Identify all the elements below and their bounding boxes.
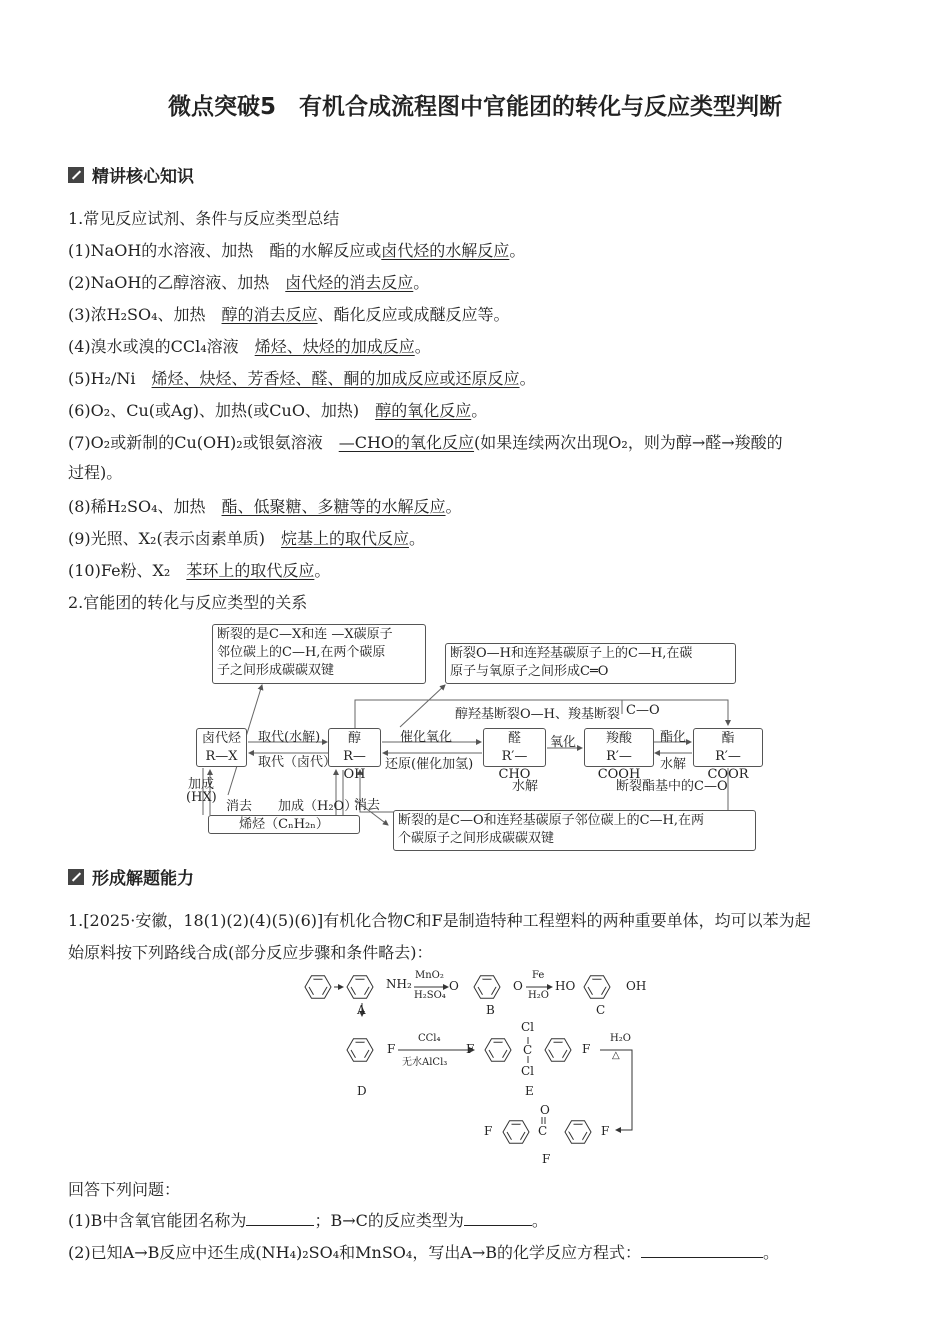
label: 氧化 [550, 735, 577, 750]
ring-double-bonds [478, 979, 496, 995]
scheme-label: NH₂ [386, 977, 412, 991]
compound-label: F [542, 1152, 551, 1166]
note-line: 断裂O—H和连羟基碳原子上的C—H,在碳 [450, 646, 693, 661]
scheme-label: O [449, 979, 459, 993]
scheme-label: O [540, 1103, 550, 1117]
node-name: 醛 [507, 731, 521, 746]
note-line: 个碳原子之间形成碳碳双键 [398, 831, 555, 846]
reagent-label: CCl₄ [418, 1033, 441, 1044]
ring-double-bonds [351, 1042, 369, 1058]
compound-label: B [486, 1003, 495, 1017]
label: 取代（卤代） [258, 755, 337, 770]
scheme-label: HO [555, 979, 576, 993]
line-text: (9)光照、X₂(表示卤素单质) [68, 529, 265, 548]
node-name: 卤代烃 [201, 731, 241, 746]
scheme-label: C [538, 1124, 548, 1138]
line-text: (3)浓H₂SO₄、加热 [68, 305, 206, 324]
line-text: (1)NaOH的水溶液、加热 [68, 241, 254, 260]
ring-double-bonds [569, 1124, 587, 1140]
line-text: 。 [471, 401, 488, 420]
line-text: 。 [509, 241, 526, 260]
reagent-label: 无水AlCl₃ [402, 1057, 448, 1068]
scheme-label: F [387, 1042, 396, 1056]
answer-blank[interactable] [246, 1211, 314, 1226]
line-text: (4)溴水或溴的CCl₄溶液 [68, 337, 239, 356]
answer-text: 烷基上的取代反应 [280, 529, 409, 548]
label: 酯化 [660, 730, 687, 745]
reagent-label: Fe [532, 970, 545, 981]
node-name: 酯 [721, 731, 735, 746]
node-name: 烯烃（CₙH₂ₙ） [239, 817, 329, 832]
reagent-label: H₂O [528, 990, 549, 1001]
label: 催化氧化 [400, 730, 453, 745]
line-text: (10)Fe粉、X₂ [68, 561, 171, 580]
scheme-label: F [601, 1124, 610, 1138]
label: 断裂酯基中的C—O [616, 779, 728, 794]
scheme-label: Cl [521, 1020, 535, 1034]
answer-text: 卤代烃的消去反应 [285, 273, 414, 292]
compound-label: D [357, 1084, 367, 1098]
label: C—O [626, 703, 660, 718]
label: 加成 [188, 777, 215, 792]
answer-text: 酯、低聚糖、多糖等的水解反应 [221, 497, 446, 516]
scheme-label: F [484, 1124, 493, 1138]
compound-label: A [357, 1003, 366, 1017]
scheme-label: C [523, 1043, 533, 1057]
line-text: 。 [408, 529, 425, 548]
line-text: 过程)。 [68, 463, 123, 482]
answer-text: 醇的消去反应 [221, 305, 318, 324]
line-text: 。 [414, 337, 431, 356]
reagent-label: △ [612, 1050, 620, 1061]
node-formula: R—X [205, 749, 238, 764]
line-text: 、酯化反应或成醚反应等。 [317, 305, 510, 324]
line-text: 。 [519, 369, 536, 388]
line-text: (2)NaOH的乙醇溶液、加热 [68, 273, 270, 292]
section-title: 精讲核心知识 [92, 167, 194, 187]
scheme-label: F [466, 1042, 475, 1056]
answer-text: 酯的水解反应或 [269, 241, 382, 260]
reagent-label: MnO₂ [415, 970, 444, 981]
answer-text: 卤代烃的水解反应 [381, 241, 510, 260]
question-text: 始原料按下列路线合成(部分反应步骤和条件略去)： [68, 943, 433, 962]
line-text: 2.官能团的转化与反应类型的关系 [68, 593, 308, 612]
compound-label: C [596, 1003, 606, 1017]
reagent-label: H₂O [610, 1033, 631, 1044]
note-line: 邻位碳上的C—H,在两个碳原 [217, 645, 386, 660]
question-text: (2)已知A→B反应中还生成(NH₄)₂SO₄和MnSO₄，写出A→B的化学反应方程式： [68, 1243, 642, 1262]
line-text: (如果连续两次出现O₂，则为醇→醛→羧酸的 [474, 433, 783, 452]
compound-label: E [525, 1084, 534, 1098]
answer-text: 醇的氧化反应 [375, 401, 472, 420]
question-text: 1.[2025·安徽，18(1)(2)(4)(5)(6)]有机化合物C和F是制造特种工程塑料的两种重要单体，均可以苯为起 [68, 911, 811, 930]
line-text: (6)O₂、Cu(或Ag)、加热(或CuO、加热) [68, 401, 360, 420]
page-title: 微点突破5 有机合成流程图中官能团的转化与反应类型判断 [167, 94, 782, 120]
label: 消去 [226, 799, 253, 814]
label: 醇羟基断裂O—H、羧基断裂 [455, 707, 620, 722]
answer-text: 烯烃、炔烃的加成反应 [254, 337, 415, 356]
note-line: 断裂的是C—O和连羟基碳原子邻位碳上的C—H,在两 [398, 813, 705, 828]
scheme-label: Cl [521, 1064, 535, 1078]
scheme-label: O [513, 979, 523, 993]
answer-text: 烯烃、炔烃、芳香烃、醛、酮的加成反应或还原反应 [151, 369, 520, 388]
question-text: ；B→C的反应类型为 [314, 1211, 464, 1230]
label: 消去 [354, 798, 381, 813]
line-text: (8)稀H₂SO₄、加热 [68, 497, 206, 516]
label: 水解 [660, 757, 687, 772]
label: 还原(催化加氢) [385, 757, 474, 772]
question-1 [68, 1208, 548, 1231]
section-title: 形成解题能力 [92, 869, 194, 889]
answer-blank[interactable] [464, 1211, 532, 1226]
question-text: 。 [531, 1211, 548, 1230]
scheme-label: OH [626, 979, 647, 993]
question-text: 。 [763, 1243, 780, 1262]
node-formula: R′—COOH [597, 749, 641, 782]
line-text: (7)O₂或新制的Cu(OH)₂或银氨溶液 [68, 433, 323, 452]
note-line: 子之间形成碳碳双键 [217, 663, 335, 678]
node-formula: R′—CHO [498, 749, 531, 782]
line-text: 1.常见反应试剂、条件与反应类型总结 [68, 209, 340, 228]
note-line: 断裂的是C—X和连 —X碳原子 [217, 627, 393, 642]
node-name: 醇 [347, 731, 361, 746]
question-text: (1)B中含氧官能团名称为 [68, 1211, 247, 1230]
ring-double-bonds [507, 1124, 525, 1140]
line-text: 。 [445, 497, 462, 516]
answer-blank[interactable] [641, 1243, 763, 1258]
label: 加成（H₂O） [278, 799, 358, 814]
ring-double-bonds [489, 1042, 507, 1058]
ring-double-bonds [549, 1042, 567, 1058]
line-text: 。 [314, 561, 331, 580]
question-text: 回答下列问题： [68, 1180, 181, 1199]
note-line: 原子与氧原子之间形成C═O [450, 664, 609, 679]
label: (HX) [186, 790, 217, 805]
ring-double-bonds [351, 979, 369, 995]
node-name: 羧酸 [605, 731, 632, 746]
line-text: (5)H₂/Ni [68, 369, 136, 388]
question-2 [68, 1240, 779, 1263]
label: 取代(水解) [258, 730, 321, 745]
answer-text: —CHO的氧化反应 [338, 433, 475, 452]
ring-double-bonds [309, 979, 327, 995]
answer-text: 苯环上的取代反应 [186, 561, 315, 580]
label: 水解 [512, 779, 539, 794]
line-text: 。 [413, 273, 430, 292]
node-formula: R′—COOR [707, 749, 749, 782]
ring-double-bonds [588, 979, 606, 995]
scheme-label: F [582, 1042, 591, 1056]
reagent-label: H₂SO₄ [414, 990, 446, 1001]
node-formula: R—OH [343, 749, 366, 782]
